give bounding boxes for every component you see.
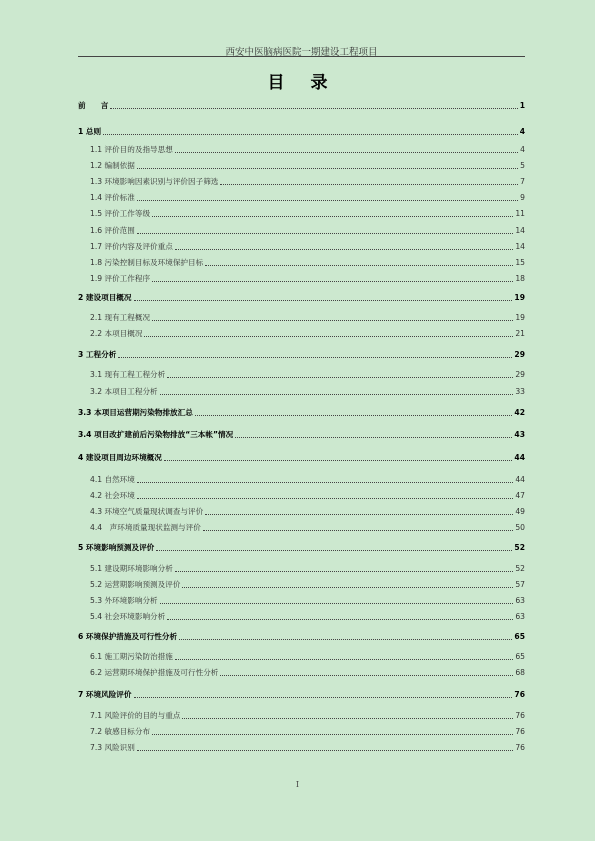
toc-leader-dots — [220, 184, 518, 185]
toc-entry-page: 49 — [515, 507, 525, 516]
toc-leader-dots — [134, 697, 513, 698]
toc-entry[interactable] — [78, 292, 525, 304]
toc-leader-dots — [152, 734, 513, 735]
toc-entry-page: 14 — [515, 242, 525, 251]
toc-title: 目录 — [267, 73, 354, 93]
toc-entry[interactable] — [90, 563, 525, 575]
toc-entry-label: 1.1 评价目的及指导思想 — [90, 145, 173, 154]
toc-entry[interactable] — [90, 369, 525, 381]
toc-entry[interactable] — [78, 631, 525, 643]
toc-leader-dots — [175, 571, 513, 572]
toc-entry-page: 21 — [515, 329, 525, 338]
toc-leader-dots — [182, 718, 513, 719]
toc-entry[interactable] — [90, 273, 525, 285]
toc-entry-label: 7.3 风险识别 — [90, 743, 135, 752]
toc-entry-label: 1.6 评价范围 — [90, 226, 135, 235]
toc-entry-page: 4 — [520, 145, 525, 154]
toc-entry-label: 1 总则 — [78, 127, 102, 136]
toc-entry-page: 76 — [515, 711, 525, 720]
toc-entry[interactable] — [90, 651, 525, 663]
toc-leader-dots — [137, 498, 513, 499]
toc-entry-label: 1.3 环境影响因素识别与评价因子筛选 — [90, 177, 219, 186]
toc-leader-dots — [118, 357, 512, 358]
toc-entry-label: 6.2 运营期环境保护措施及可行性分析 — [90, 668, 219, 677]
toc-leader-dots — [152, 320, 513, 321]
toc-entry-label: 7.2 敏感目标分布 — [90, 727, 151, 736]
toc-entry-page: 4 — [519, 127, 525, 136]
toc-entry-page: 76 — [514, 690, 525, 699]
running-header: 西安中医脑病医院一期建设工程项目 — [225, 47, 378, 58]
toc-leader-dots — [103, 134, 518, 135]
toc-entry-label: 3.1 现有工程工程分析 — [90, 370, 166, 379]
toc-entry-label: 2.2 本项目概况 — [90, 329, 143, 338]
toc-entry-label: 5.4 社会环境影响分析 — [90, 612, 166, 621]
toc-entry[interactable] — [90, 490, 525, 502]
toc-leader-dots — [175, 152, 518, 153]
toc-entry-label: 4.1 自然环境 — [90, 475, 135, 484]
toc-entry[interactable] — [78, 542, 525, 554]
toc-leader-dots — [134, 300, 513, 301]
toc-entry-label: 7 环境风险评价 — [78, 690, 132, 699]
toc-entry-page: 57 — [515, 580, 525, 589]
toc-entry-label: 6.1 施工期污染防治措施 — [90, 652, 173, 661]
toc-leader-dots — [203, 530, 514, 531]
toc-leader-dots — [137, 200, 518, 201]
toc-entry[interactable] — [90, 710, 525, 722]
toc-entry-page: 5 — [520, 161, 525, 170]
toc-leader-dots — [167, 619, 513, 620]
header-rule — [78, 56, 525, 57]
toc-leader-dots — [144, 336, 513, 337]
toc-entry-label: 2.1 现有工程概况 — [90, 313, 151, 322]
toc-entry[interactable] — [90, 474, 525, 486]
toc-entry-page: 52 — [514, 543, 525, 552]
toc-leader-dots — [235, 437, 512, 438]
toc-entry-page: 50 — [515, 523, 525, 532]
toc-entry-label: 1.4 评价标准 — [90, 193, 135, 202]
toc-entry[interactable] — [90, 208, 525, 220]
toc-entry-page: 47 — [515, 491, 525, 500]
toc-entry[interactable] — [90, 312, 525, 324]
toc-entry-label: 3 工程分析 — [78, 350, 117, 359]
toc-entry-page: 19 — [514, 293, 525, 302]
toc-entry[interactable] — [90, 667, 525, 679]
toc-entry[interactable] — [90, 595, 525, 607]
toc-entry-page: 19 — [515, 313, 525, 322]
toc-entry-page: 52 — [515, 564, 525, 573]
toc-entry[interactable] — [90, 241, 525, 253]
toc-entry[interactable] — [78, 100, 525, 112]
toc-entry-label: 4.2 社会环境 — [90, 491, 135, 500]
toc-entry-page: 76 — [515, 727, 525, 736]
toc-entry-page: 63 — [515, 612, 525, 621]
toc-entry-page: 63 — [515, 596, 525, 605]
toc-leader-dots — [205, 265, 513, 266]
toc-entry[interactable] — [90, 192, 525, 204]
toc-entry-label: 1.5 评价工作等级 — [90, 209, 151, 218]
toc-entry-page: 33 — [515, 387, 525, 396]
toc-leader-dots — [137, 233, 513, 234]
toc-entry-label: 2 建设项目概况 — [78, 293, 132, 302]
toc-entry-page: 42 — [514, 408, 525, 417]
toc-entry[interactable] — [90, 611, 525, 623]
toc-entry-page: 44 — [515, 475, 525, 484]
toc-entry[interactable] — [90, 144, 525, 156]
toc-entry-page: 65 — [515, 652, 525, 661]
toc-leader-dots — [137, 168, 518, 169]
toc-leader-dots — [220, 675, 513, 676]
toc-leader-dots — [110, 108, 517, 109]
toc-entry-page: 29 — [514, 350, 525, 359]
toc-entry-label: 5.2 运营期影响预测及评价 — [90, 580, 181, 589]
toc-leader-dots — [164, 460, 513, 461]
toc-leader-dots — [137, 482, 513, 483]
toc-entry-page: 9 — [520, 193, 525, 202]
toc-entry[interactable] — [78, 452, 525, 464]
toc-entry-label: 4.4 声环境质量现状监测与评价 — [90, 523, 201, 532]
toc-entry[interactable] — [90, 386, 525, 398]
toc-entry-label: 1.8 污染控制目标及环境保护目标 — [90, 258, 204, 267]
toc-entry-page: 1 — [519, 101, 525, 110]
toc-entry-label: 1.9 评价工作程序 — [90, 274, 151, 283]
toc-entry-page: 65 — [514, 632, 525, 641]
toc-leader-dots — [182, 587, 513, 588]
toc-entry[interactable] — [78, 349, 525, 361]
toc-entry-page: 68 — [515, 668, 525, 677]
toc-entry[interactable] — [90, 160, 525, 172]
toc-entry[interactable] — [78, 689, 525, 701]
toc-leader-dots — [152, 216, 513, 217]
toc-entry[interactable] — [90, 522, 525, 534]
toc-entry-label: 3.3 本项目运营期污染物排放汇总 — [78, 408, 193, 417]
toc-entry[interactable] — [90, 742, 525, 754]
toc-entry[interactable] — [90, 176, 525, 188]
toc-entry-label: 6 环境保护措施及可行性分析 — [78, 632, 178, 641]
toc-leader-dots — [179, 639, 512, 640]
toc-entry-label: 1.2 编制依据 — [90, 161, 135, 170]
toc-entry-label: 5.1 建设期环境影响分析 — [90, 564, 173, 573]
toc-entry-label: 4.3 环境空气质量现状调查与评价 — [90, 507, 204, 516]
toc-entry[interactable] — [78, 429, 525, 441]
toc-entry-page: 43 — [514, 430, 525, 439]
toc-leader-dots — [137, 750, 513, 751]
toc-entry-label: 前 言 — [78, 101, 109, 110]
toc-leader-dots — [175, 659, 513, 660]
page-number: I — [295, 780, 300, 789]
toc-leader-dots — [205, 514, 513, 515]
toc-entry-page: 76 — [515, 743, 525, 752]
toc-entry-label: 4 建设项目周边环境概况 — [78, 453, 162, 462]
toc-entry-page: 44 — [514, 453, 525, 462]
toc-leader-dots — [160, 603, 514, 604]
toc-entry[interactable] — [90, 257, 525, 269]
toc-entry-label: 3.4 项目改扩建前后污染物排放“三本帐”情况 — [78, 430, 234, 439]
toc-entry[interactable] — [78, 126, 525, 138]
toc-leader-dots — [152, 281, 513, 282]
toc-entry-page: 29 — [515, 370, 525, 379]
toc-entry-label: 7.1 风险评价的目的与重点 — [90, 711, 181, 720]
toc-entry-page: 14 — [515, 226, 525, 235]
toc-entry[interactable] — [78, 407, 525, 419]
toc-leader-dots — [167, 377, 513, 378]
toc-leader-dots — [160, 394, 514, 395]
toc-entry-label: 5 环境影响预测及评价 — [78, 543, 155, 552]
toc-entry-page: 18 — [515, 274, 525, 283]
toc-entry[interactable] — [90, 579, 525, 591]
toc-entry-label: 1.7 评价内容及评价重点 — [90, 242, 173, 251]
toc-entry-page: 11 — [515, 209, 525, 218]
toc-entry[interactable] — [90, 225, 525, 237]
toc-entry-label: 3.2 本项目工程分析 — [90, 387, 158, 396]
toc-entry-page: 7 — [520, 177, 525, 186]
toc-entry-label: 5.3 外环境影响分析 — [90, 596, 158, 605]
toc-entry-page: 15 — [515, 258, 525, 267]
toc-leader-dots — [175, 249, 513, 250]
toc-entry[interactable] — [90, 726, 525, 738]
toc-leader-dots — [156, 550, 512, 551]
toc-entry[interactable] — [90, 328, 525, 340]
toc-entry[interactable] — [90, 506, 525, 518]
toc-leader-dots — [195, 415, 513, 416]
